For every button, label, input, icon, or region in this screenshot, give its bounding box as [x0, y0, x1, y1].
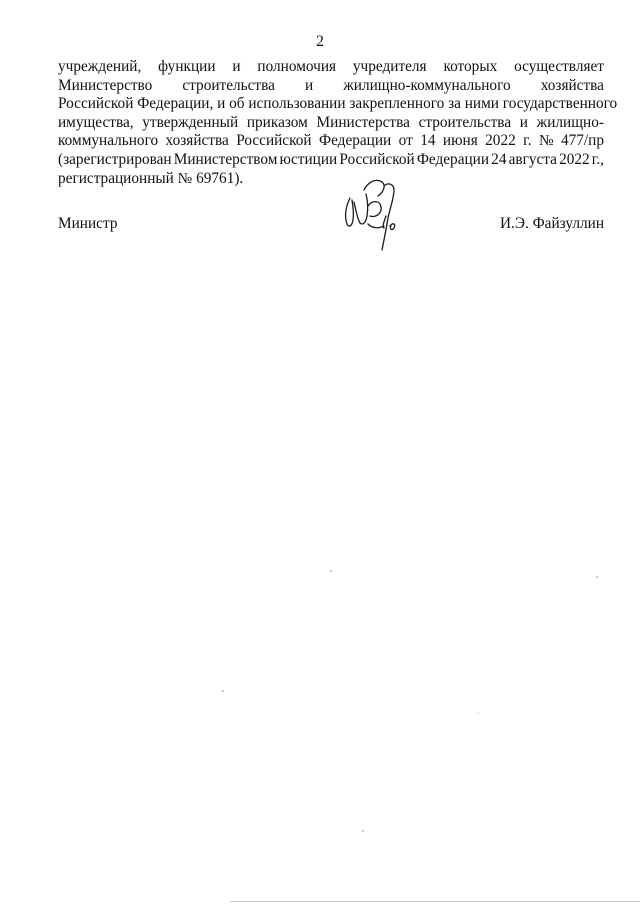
text-word: учреждений, [58, 58, 142, 75]
text-word: и [232, 58, 241, 75]
text-word: г. [523, 132, 532, 150]
text-word: и [519, 113, 528, 131]
text-word: функции [158, 58, 216, 75]
text-word: г., [591, 150, 604, 168]
text-word: Федерации [319, 132, 392, 150]
text-word: жилищно- [536, 113, 604, 131]
signatory-title: Министр [58, 215, 118, 232]
text-line-4 [58, 114, 604, 133]
text-line-7: регистрационный № 69761). [58, 169, 244, 187]
text-word: Министерством [173, 150, 278, 168]
text-word: утвержденный [142, 113, 239, 131]
scan-speck [330, 570, 332, 572]
text-line-3: Российской Федерации, и об использовании закрепленного за ними государственного [58, 95, 618, 113]
text-word: (зарегистрирован [58, 150, 172, 168]
text-word: июня [442, 132, 478, 150]
scan-speck [478, 712, 479, 713]
text-word: приказом [246, 113, 308, 131]
body-paragraph [58, 58, 618, 188]
text-word: строительства [182, 76, 275, 94]
text-word: и [304, 76, 314, 94]
signature-row [58, 214, 604, 234]
text-word: от [398, 132, 413, 150]
text-word: 24 [491, 150, 507, 168]
text-line-2 [58, 77, 604, 96]
text-word: 2022 [485, 132, 516, 150]
text-word: осуществляет [514, 58, 604, 75]
text-word: коммунального [58, 132, 159, 150]
text-word: строительства [418, 113, 512, 131]
text-word: полномочия [257, 58, 337, 75]
text-word: Министерство [58, 76, 153, 94]
text-word: Федерации [416, 150, 490, 168]
scan-speck [222, 690, 224, 692]
text-word: хозяйства [540, 76, 604, 94]
page-number: 2 [316, 33, 324, 50]
text-word: юстиции [279, 150, 338, 168]
text-word: которых [443, 58, 498, 75]
signatory-name: И.Э. Файзуллин [499, 215, 604, 232]
text-word: Российской [339, 150, 415, 168]
scan-speck [362, 830, 364, 832]
scan-edge-line [230, 901, 640, 902]
text-word: 2022 [559, 150, 590, 168]
text-word: августа [508, 150, 557, 168]
scan-speck [596, 576, 598, 578]
text-word: 477/пр [560, 132, 604, 150]
text-line-1 [58, 58, 604, 77]
text-word: имущества, [58, 113, 134, 131]
text-word: жилищно-коммунального [343, 76, 511, 94]
text-word: учредителя [352, 58, 427, 75]
text-line-5 [58, 132, 604, 151]
text-word: Российской [236, 132, 312, 150]
text-word: хозяйства [165, 132, 229, 150]
text-line-6 [58, 151, 604, 170]
text-word: № [538, 132, 554, 150]
text-word: 14 [420, 132, 436, 150]
text-word: Министерства [316, 113, 410, 131]
